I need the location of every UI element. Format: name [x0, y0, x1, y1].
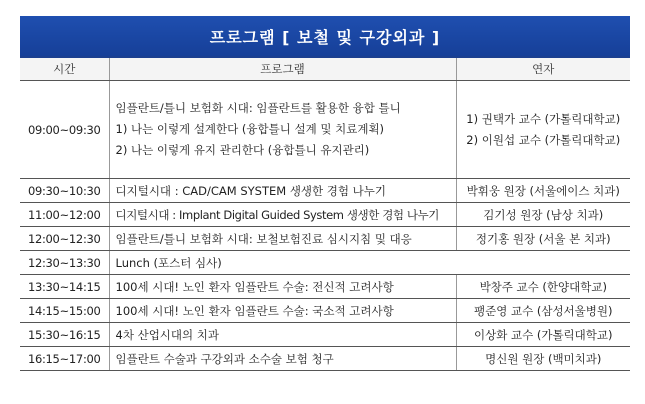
table-row — [20, 347, 630, 371]
header-speaker: 연자 — [456, 57, 630, 81]
row-speaker: 이상화 교수 (가톨릭대학교) — [456, 323, 630, 347]
table-row — [20, 251, 630, 275]
row-time: 09:30~10:30 — [20, 179, 109, 203]
program-line: 임플란트/틀니 보험화 시대: 임플란트를 활용한 융합 틀니 — [115, 101, 401, 115]
header-time: 시간 — [20, 57, 109, 81]
row-time: 13:30~14:15 — [20, 275, 109, 299]
row-program: 디지털시대 : CAD/CAM SYSTEM 생생한 경험 나누기 — [109, 179, 456, 203]
header-program: 프로그램 — [109, 57, 456, 81]
program-line: 2) 나는 이렇게 유지 관리한다 (융합틀니 유지관리) — [115, 143, 370, 157]
row-program: 100세 시대! 노인 환자 임플란트 수술: 전신적 고려사항 — [109, 275, 456, 299]
row-speaker: 정기홍 원장 (서울 본 치과) — [456, 227, 630, 251]
row-time: 14:15~15:00 — [20, 299, 109, 323]
row-program: 임플란트 수술과 구강외과 소수술 보험 청구 — [109, 347, 456, 371]
table-row — [20, 81, 630, 179]
row-speaker: 박창주 교수 (한양대학교) — [456, 275, 630, 299]
table-row — [20, 299, 630, 323]
row-program: 4차 산업시대의 치과 — [109, 323, 456, 347]
row-time: 09:00~09:30 — [20, 81, 109, 179]
program-schedule — [20, 16, 630, 371]
schedule-table — [20, 56, 630, 371]
row-speaker: 팽준영 교수 (삼성서울병원) — [456, 299, 630, 323]
row-time: 16:15~17:00 — [20, 347, 109, 371]
table-row — [20, 203, 630, 227]
row-speaker: 박휘웅 원장 (서울에이스 치과) — [456, 179, 630, 203]
row-program: 임플란트/틀니 보험화 시대: 보철보험진료 심시지침 및 대응 — [109, 227, 456, 251]
row-program — [109, 81, 456, 179]
row-program: Lunch (포스터 심사) — [109, 251, 630, 275]
row-speaker: 명신원 원장 (백미치과) — [456, 347, 630, 371]
row-program: 100세 시대! 노인 환자 임플란트 수술: 국소적 고려사항 — [109, 299, 456, 323]
row-program: 디지털시대 : Implant Digital Guided System 생생한 경험 나누기 — [109, 203, 456, 227]
row-time: 12:30~13:30 — [20, 251, 109, 275]
row-time: 12:00~12:30 — [20, 227, 109, 251]
table-row — [20, 179, 630, 203]
row-time: 15:30~16:15 — [20, 323, 109, 347]
table-row — [20, 275, 630, 299]
table-row — [20, 323, 630, 347]
speaker-line: 2) 이원섭 교수 (가톨릭대학교) — [466, 132, 621, 147]
program-line: 1) 나는 이렇게 설계한다 (융합틀니 설계 및 치료계획) — [115, 122, 385, 136]
speaker-line: 1) 권택가 교수 (가톨릭대학교) — [466, 111, 621, 126]
row-speaker — [456, 81, 630, 179]
table-row — [20, 227, 630, 251]
row-time: 11:00~12:00 — [20, 203, 109, 227]
row-speaker: 김기성 원장 (남상 치과) — [456, 203, 630, 227]
schedule-title: 프로그램 [ 보철 및 구강외과 ] — [20, 16, 630, 56]
